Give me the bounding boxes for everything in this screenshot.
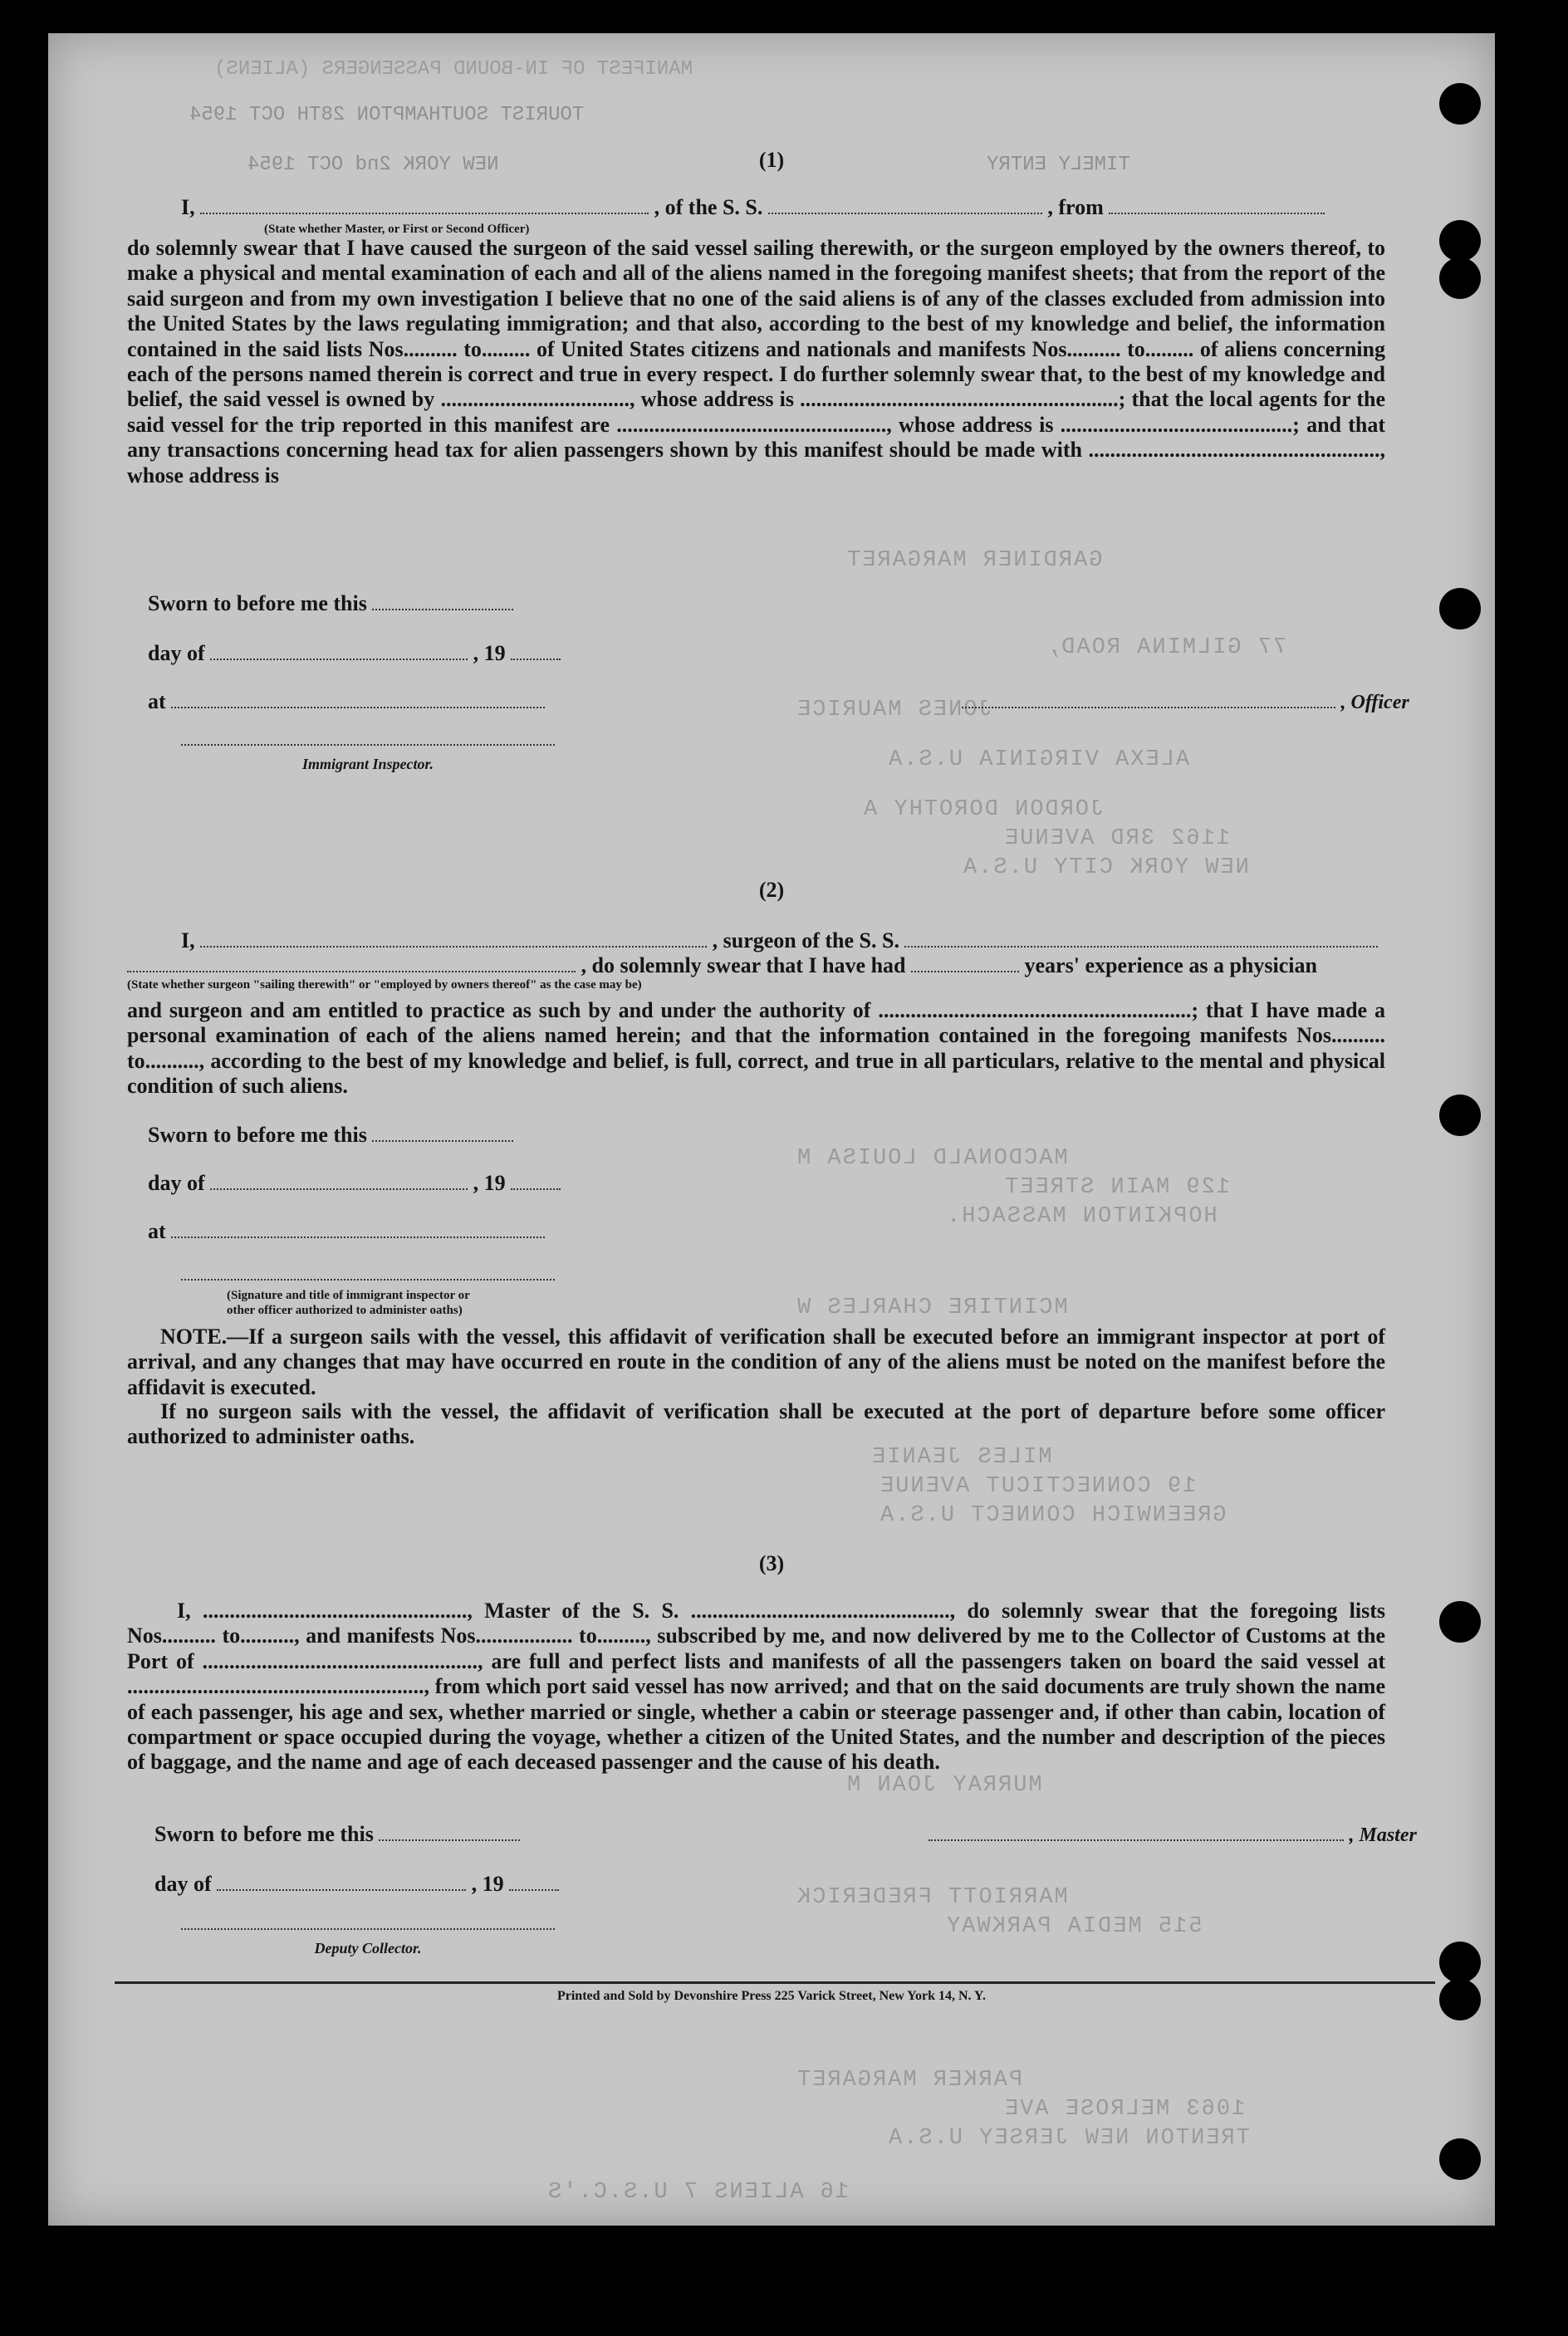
section-3-master: , Master (929, 1822, 1417, 1847)
signature-caption-2: other officer authorized to administer oaths) (227, 1304, 463, 1317)
punch-hole (1439, 1942, 1481, 1983)
ghost-header-line-3: NEW YORK 2nd OCT 1954 (247, 154, 499, 176)
bleed-line: GREENWICH CONNECT U.S.A (879, 1503, 1227, 1528)
section-1-day: day of , 19 (148, 641, 561, 666)
section-1-at: at (148, 689, 545, 714)
section-1-officer: , Officer (962, 689, 1409, 714)
bleed-line: 129 MAIN STREET (1003, 1175, 1231, 1200)
manifest-page (48, 33, 1495, 2226)
section-3-day: day of , 19 (154, 1872, 559, 1897)
bleed-line: PARKER MARGARET (796, 2068, 1023, 2093)
inspector-caption: Immigrant Inspector. (301, 756, 434, 772)
bleed-line: MACDONALD LOUISA M (796, 1146, 1068, 1171)
bleed-line: MURRAY JOAN M (845, 1773, 1042, 1798)
punch-hole (1439, 588, 1481, 629)
inspector-signature-line (181, 744, 555, 746)
bleed-line: MILES JEANIE (870, 1445, 1052, 1470)
bleed-line: JORDON DOROTHY A (862, 797, 1105, 822)
master-oath-line (181, 195, 1325, 220)
bleed-line: JONES MAURICE (796, 698, 992, 722)
surgeon-witness-signature-line (181, 1279, 555, 1281)
oath-from-label: , from (1047, 195, 1104, 219)
section-1-body: do solemnly swear that I have caused the surgeon of the said vessel sailing therewith, or the surgeon employed by the owners thereof, to make a physical and mental examination of each and all of the aliens named in the foregoing manifest sheets; that from the report of the said surgeon and from my own investigation I believe that no one of the said aliens is of any of the classes excluded from admission into the United States by the laws regulating immigration; and that also, according to the best of my knowledge and belief, the information contained in the said lists Nos.......... to......... of United States citizens and nationals and manifests Nos.......... to......... of aliens concerning each of the persons named therein is correct and true in every respect. I do further solemnly swear that, to the best of my knowledge and belief, the said vessel is owned by ..................................., whose address is ...........................................................; that the local agents for the said vessel for the trip reported in this manifest are .................................................., whose address is ...........................................; and that any transactions concerning head tax for alien passengers shown by this manifest should be made with ......................................................, whose address is (127, 236, 1385, 487)
section-2-at: at (148, 1219, 545, 1244)
punch-hole (1439, 1979, 1481, 2020)
oath-prefix: I, (181, 195, 195, 219)
punch-hole (1439, 220, 1481, 262)
punch-hole (1439, 1601, 1481, 1643)
note-paragraph-1: NOTE.—If a surgeon sails with the vessel, this affidavit of verification shall be executed before an immigrant inspector at port of arrival, and any changes that may have occurred en route in the condition of any of the aliens must be noted on the manifest before the affidavit is executed. (127, 1325, 1385, 1399)
bleed-line: MARRIOTT FREDERICK (796, 1885, 1068, 1910)
surgeon-oath-line-2: , do solemnly swear that I have had years' experience as a physician (127, 953, 1317, 978)
section-1-number: (1) (758, 148, 785, 172)
surgeon-oath-line-1: I, , surgeon of the S. S. (181, 928, 1378, 953)
ghost-header-line-2: TOURIST SOUTHAMPTON 28TH OCT 1954 (189, 104, 585, 126)
bleed-line: 16 ALIENS 7 U.S.C.'S (546, 2180, 850, 2205)
bleed-line: HOPKINTON MASSACH. (945, 1204, 1218, 1229)
section-2-sworn: Sworn to before me this (148, 1123, 513, 1148)
bleed-line: 1162 3RD AVENUE (1003, 826, 1231, 851)
punch-hole (1439, 1095, 1481, 1136)
bleed-line: TRENTON NEW JERSEY U.S.A (887, 2126, 1250, 2151)
section-2-body: and surgeon and am entitled to practice as such by and under the authority of ..........................................................; that I have made a personal examination of each of the aliens named herein; and that the information contained in the foregoing manifests Nos.......... to.........., according to the best of my knowledge and belief, is full, correct, and true in all particulars, relative to the mental and physical condition of such aliens. (127, 998, 1385, 1099)
bleed-line: 515 MEDIA PARKWAY (945, 1914, 1203, 1939)
note-paragraph-2: If no surgeon sails with the vessel, the affidavit of verification shall be executed at the port of departure before some officer authorized to administer oaths. (127, 1399, 1385, 1449)
footer-rule (115, 1981, 1435, 1984)
ghost-header-line-4: TIMELY ENTRY (987, 154, 1130, 176)
signature-caption-1: (Signature and title of immigrant inspector or (227, 1289, 470, 1302)
bleed-line: 77 GILMINA ROAD, (1045, 635, 1287, 660)
bleed-line: 1063 MELROSE AVE (1003, 2097, 1246, 2122)
bleed-line: 19 CONNECTICUT AVENUE (879, 1474, 1197, 1499)
master-caption: (State whether Master, or First or Second Officer) (264, 223, 530, 236)
printer-imprint: Printed and Sold by Devonshire Press 225 Varick Street, New York 14, N. Y. (556, 1989, 987, 2003)
section-3-number: (3) (758, 1551, 785, 1575)
bleed-line: NEW YORK CITY U.S.A (962, 855, 1249, 880)
section-2-number: (2) (758, 878, 785, 902)
section-3-body: I, ................................................., Master of the S. S. ................................................, do solemnly swear that the foregoing lists Nos.......... to.........., and manifests Nos.................. to........., subscribed by me, and now delivered by me to the Collector of Customs at the Port of ..................................................., are full and perfect lists and manifests of all the passengers taken on board the said vessel at ......................................................., from which port said vessel has now arrived; and that on the said documents are truly shown the name of each passenger, his age and sex, whether married or single, whether a cabin or steerage passenger and, if other than cabin, location of compartment or space occupied during the voyage, whether a citizen of the United States, and the number and description of the pieces of baggage, and the name and age of each deceased passenger and the cause of his death. (127, 1599, 1385, 1775)
bleed-line: MCINTIRE CHARLES W (796, 1295, 1068, 1320)
oath-ss-label: , of the S. S. (654, 195, 763, 219)
section-2-day: day of , 19 (148, 1171, 561, 1196)
punch-hole (1439, 2138, 1481, 2180)
section-3-sworn: Sworn to before me this (154, 1822, 520, 1847)
surgeon-caption: (State whether surgeon "sailing therewith" or "employed by owners thereof" as the case may be) (127, 978, 642, 992)
collector-caption: Deputy Collector. (314, 1940, 422, 1956)
punch-hole (1439, 257, 1481, 299)
ghost-header-line-1: MANIFEST OF IN-BOUND PASSENGERS (ALIENS) (214, 58, 693, 81)
punch-hole (1439, 83, 1481, 125)
bleed-line: GARDINER MARGARET (845, 548, 1103, 573)
section-1-sworn: Sworn to before me this (148, 591, 513, 616)
collector-signature-line (181, 1928, 555, 1930)
bleed-line: ALEXA VIRGINIA U.S.A (887, 747, 1190, 772)
